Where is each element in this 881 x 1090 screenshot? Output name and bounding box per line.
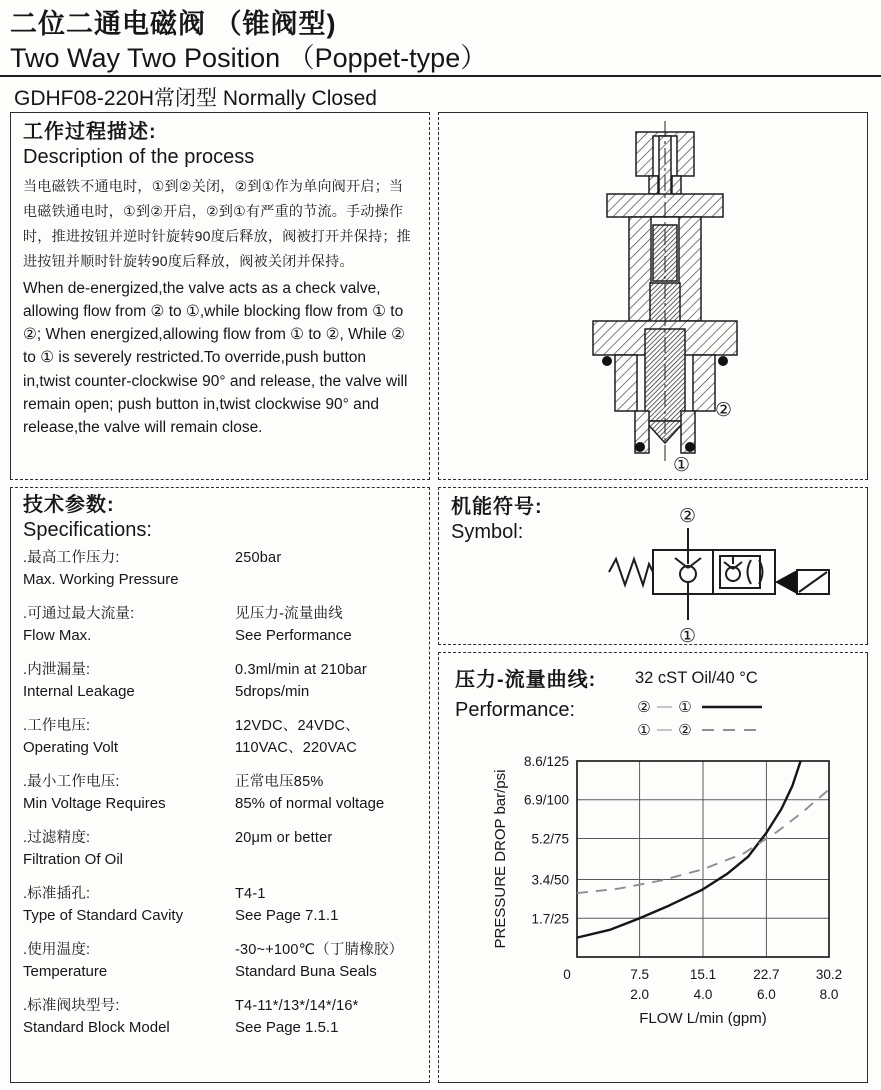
description-body-cn: 当电磁铁不通电时，①到②关闭，②到①作为单向阀开启；当电磁铁通电时，①到②开启，②到①有严重的节流。手动操作时，推进按钮并逆时针旋转90度后释放，阀被打开并保持；推进按钮并顺时针旋转90度后释放，阀被关闭并保持。 bbox=[23, 178, 411, 269]
model-number: GDHF08-220H常闭型 Normally Closed bbox=[14, 87, 377, 110]
page-title-cn: 二位二通电磁阀 （锥阀型) bbox=[10, 9, 337, 39]
symbol-panel bbox=[438, 487, 868, 645]
description-heading-cn: 工作过程描述: bbox=[23, 121, 157, 143]
x-tick-label-lmin: 30.2 bbox=[815, 967, 843, 982]
spec-row bbox=[23, 547, 421, 592]
spec-value-bottom: See Performance bbox=[235, 627, 352, 645]
spec-row bbox=[23, 659, 421, 704]
spec-label-cn: .工作电压: bbox=[23, 717, 91, 734]
oil-condition: 32 cST Oil/40 °C bbox=[635, 669, 758, 687]
spec-label bbox=[23, 659, 235, 704]
legend-line-sample bbox=[700, 701, 764, 713]
y-axis-label: PRESSURE DROP bar/psi bbox=[492, 769, 509, 949]
x-tick-label-lmin: 0 bbox=[563, 967, 571, 982]
x-tick-label-gpm: 6.0 bbox=[757, 987, 776, 1002]
hydraulic-symbol bbox=[607, 502, 857, 646]
spec-row bbox=[23, 883, 421, 928]
drawing-port2-label: ② bbox=[715, 399, 733, 421]
spec-value bbox=[235, 883, 421, 928]
spec-label bbox=[23, 603, 235, 648]
spec-label-cn: .标准阀块型号: bbox=[23, 997, 120, 1014]
spec-value bbox=[235, 939, 421, 984]
spec-value-top: 20μm or better bbox=[235, 829, 333, 846]
spec-label-en: Internal Leakage bbox=[23, 683, 135, 701]
spec-row bbox=[23, 715, 421, 760]
spec-label-cn: .标准插孔: bbox=[23, 885, 91, 902]
spec-value-top: -30~+100℃（丁腈橡胶） bbox=[235, 941, 404, 958]
spec-row bbox=[23, 939, 421, 984]
legend-connector: — bbox=[657, 721, 672, 738]
spec-value bbox=[235, 995, 421, 1040]
spec-label-en: Filtration Of Oil bbox=[23, 851, 124, 869]
spec-rows bbox=[23, 547, 421, 1040]
drawing-panel bbox=[438, 112, 868, 480]
spec-value-bottom: 85% of normal voltage bbox=[235, 795, 385, 813]
description-body-en: When de-energized,the valve acts as a check valve, allowing flow from ② to ①,while blocking flow from ① to ②; When energized,allowing flow from ① to ②, While ② to ① is severely restricted.To override,push button in,twist counter-clockwise 90° and release, the valve will remain open; push button in,twist clockwise 90° and release,the valve will remain close. bbox=[23, 279, 408, 437]
specs-heading-cn: 技术参数: bbox=[23, 494, 115, 516]
legend-connector: — bbox=[657, 698, 672, 715]
x-tick-label-gpm: 2.0 bbox=[630, 987, 649, 1002]
spec-value bbox=[235, 715, 421, 760]
spec-value bbox=[235, 771, 421, 816]
spec-label-en: Temperature bbox=[23, 963, 108, 981]
spec-label bbox=[23, 939, 235, 984]
page-title-en: Two Way Two Position （Poppet-type） bbox=[10, 43, 488, 73]
spec-value-top: 正常电压85% bbox=[235, 773, 324, 790]
spec-label bbox=[23, 771, 235, 816]
x-tick-label-gpm: 8.0 bbox=[819, 987, 839, 1002]
symbol-port1-label: ① bbox=[679, 625, 697, 646]
spec-row bbox=[23, 827, 421, 872]
performance-heading-en: Performance: bbox=[455, 699, 576, 721]
spec-label bbox=[23, 547, 235, 592]
spec-label bbox=[23, 995, 235, 1040]
legend-from-port: ② bbox=[637, 698, 651, 716]
spec-label-en: Min Voltage Requires bbox=[23, 795, 166, 813]
y-tick-label: 1.7/25 bbox=[531, 911, 569, 927]
spec-label-cn: .过滤精度: bbox=[23, 829, 91, 846]
spec-value-top: 12VDC、24VDC、110VAC、220VAC bbox=[235, 717, 360, 757]
spec-value bbox=[235, 547, 421, 592]
performance-chart bbox=[445, 745, 851, 1045]
legend-from-port: ① bbox=[637, 721, 651, 739]
spec-row bbox=[23, 995, 421, 1040]
spec-value-bottom: Standard Buna Seals bbox=[235, 963, 377, 981]
y-tick-label: 5.2/75 bbox=[531, 831, 569, 847]
symbol-heading-en: Symbol: bbox=[451, 521, 524, 543]
x-tick-label-lmin: 22.7 bbox=[753, 967, 780, 982]
spec-value-top: 见压力-流量曲线 bbox=[235, 605, 343, 622]
legend-line-sample bbox=[700, 724, 764, 736]
spec-value-bottom: See Page 1.5.1 bbox=[235, 1019, 339, 1037]
x-axis-label: FLOW L/min (gpm) bbox=[639, 1010, 767, 1027]
spec-value-bottom: See Page 7.1.1 bbox=[235, 907, 339, 925]
spec-value bbox=[235, 603, 421, 648]
symbol-heading-cn: 机能符号: bbox=[451, 496, 543, 518]
spec-value-top: T4-1 bbox=[235, 885, 266, 902]
spec-value-bottom: 5drops/min bbox=[235, 683, 310, 701]
spec-label-cn: .可通过最大流量: bbox=[23, 605, 135, 622]
spec-label-cn: .最高工作压力: bbox=[23, 550, 120, 566]
symbol-port2-label: ② bbox=[679, 505, 697, 527]
legend-to-port: ① bbox=[678, 698, 692, 716]
legend-row-flow-1-to-2 bbox=[635, 718, 764, 741]
y-tick-label: 6.9/100 bbox=[523, 792, 569, 808]
spec-label-en: Flow Max. bbox=[23, 627, 92, 645]
chart-legend bbox=[635, 695, 764, 741]
x-tick-label-lmin: 7.5 bbox=[630, 967, 649, 982]
chart-area bbox=[445, 745, 851, 1050]
spec-label-en: Max. Working Pressure bbox=[23, 571, 179, 589]
y-tick-label: 3.4/50 bbox=[531, 872, 569, 888]
spec-label-en: Standard Block Model bbox=[23, 1019, 170, 1037]
spec-value bbox=[235, 827, 421, 872]
spec-value-top: 0.3ml/min at 210bar bbox=[235, 661, 367, 678]
legend-to-port: ② bbox=[678, 721, 692, 739]
spec-value bbox=[235, 659, 421, 704]
specs-panel bbox=[10, 487, 430, 1083]
x-tick-label-lmin: 15.1 bbox=[689, 967, 717, 982]
spec-label-cn: .内泄漏量: bbox=[23, 661, 91, 678]
y-tick-label: 8.6/125 bbox=[523, 754, 569, 769]
solenoid-arrow bbox=[775, 570, 797, 594]
spec-label-cn: .使用温度: bbox=[23, 941, 91, 958]
title-divider bbox=[0, 75, 881, 77]
spec-label-cn: .最小工作电压: bbox=[23, 773, 120, 790]
description-panel bbox=[10, 112, 430, 480]
drawing-port1-label: ① bbox=[673, 454, 691, 476]
spec-label bbox=[23, 827, 235, 872]
valve-cross-section-drawing bbox=[439, 113, 866, 478]
spec-row bbox=[23, 771, 421, 816]
legend-row-flow-2-to-1 bbox=[635, 695, 764, 718]
spec-label bbox=[23, 715, 235, 760]
spec-row bbox=[23, 603, 421, 648]
performance-panel bbox=[438, 652, 868, 1083]
specs-heading-en: Specifications: bbox=[23, 519, 152, 541]
performance-heading-cn: 压力-流量曲线: bbox=[455, 669, 597, 691]
spec-value-top: 250bar bbox=[235, 550, 282, 566]
spec-label-en: Operating Volt bbox=[23, 739, 119, 757]
spec-label-en: Type of Standard Cavity bbox=[23, 907, 184, 925]
x-tick-label-gpm: 4.0 bbox=[693, 987, 713, 1002]
spec-value-top: T4-11*/13*/14*/16* bbox=[235, 997, 359, 1014]
spec-label bbox=[23, 883, 235, 928]
description-heading-en: Description of the process bbox=[23, 146, 255, 168]
series-flow-2-to-1 bbox=[577, 761, 801, 938]
